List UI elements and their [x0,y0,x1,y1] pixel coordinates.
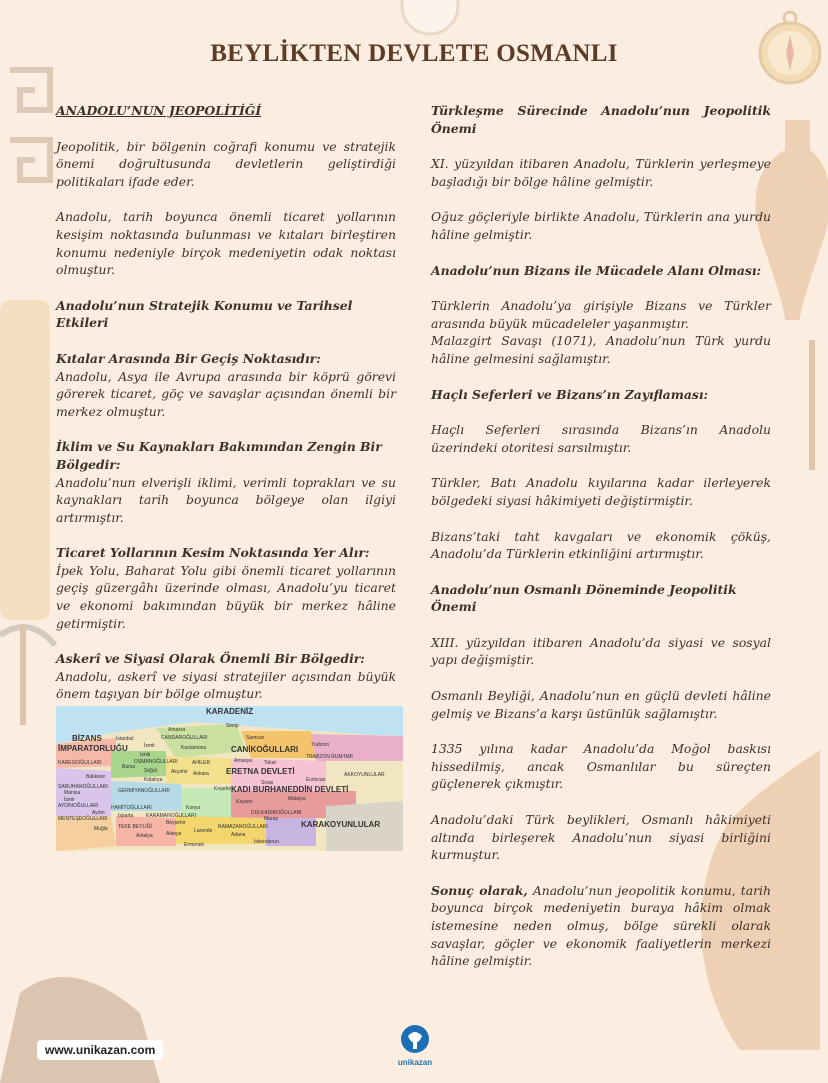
rock-decoration [0,960,160,1083]
map-label-canikogullari: CANİKOĞULLARI [231,745,299,754]
definition-paragraph: Jeopolitik, bir bölgenin coğrafi konumu ve stratejik önemi doğrultusunda devletlerin geliştirdiği politikaları ifade eder. [56,138,396,189]
map-label-akkoyunlular: AKKOYUNLULAR [344,772,385,778]
map-label-mugla: Muğla [94,826,108,832]
ottoman-period-heading: Anadolu’nun Osmanlı Döneminde Jeopolitik Önemi [431,581,737,615]
map-label-ankara: Ankara [193,771,209,777]
map-label-kastamonu: Kastamonu [181,745,207,751]
left-column [56,102,396,721]
map-label-kadi-burhaneddin: KADI BURHANEDDİN DEVLETİ [231,785,349,794]
map-label-sogut: Söğüt [144,768,158,774]
map-label-osmanogullari: OSMANOĞULLARI [134,759,178,765]
map-label-karamanogullari: KARAMANOĞULLARI [146,813,197,819]
map-label-izmit: İzmit [144,743,155,749]
intro-paragraph: Anadolu, tarih boyunca önemli ticaret yollarının kesişim noktasında bulunması ve kıtaları birleştiren konumu nedeniyle birçok medeniyetin odak noktası olmuştur. [56,209,396,278]
map-label-manisa: Manisa [64,790,81,796]
map-label-iskenderun: İskenderun [254,839,279,845]
map-label-kirsehir: Kırşehir [214,786,232,792]
right-paragraph-6: Türkler, Batı Anadolu kıyılarına kadar ilerleyerek bölgedeki siyasi hâkimiyeti değiştirmiştir. [431,475,771,508]
point-1-title: Kıtalar Arasında Bir Geçiş Noktasıdır: [56,350,321,366]
turkification-heading: Türkleşme Sürecinde Anadolu’nun Jeopolitik Önemi [431,103,771,136]
map-label-bizans: BİZANS [72,734,102,743]
map-label-aydinogullari: AYDINOĞULLARI [58,803,99,809]
stone-tablet-decoration [0,300,55,620]
right-paragraph-5: Haçlı Seferleri sırasında Bizans’ın Anadolu üzerindeki otoritesi sarsılmıştır. [431,422,771,455]
right-paragraph-7: Bizans’taki taht kavgaları ve ekonomik çöküş, Anadolu’da Türklerin etkinliğini artırmıştır. [431,528,771,562]
point-4-title: Askerî ve Siyasi Olarak Önemli Bir Bölgedir: [56,651,365,667]
map-svg [56,706,403,851]
right-paragraph-4: Malazgirt Savaşı (1071), Anadolu’nun Türk yurdu hâline gelmesini sağlamıştır. [431,333,771,366]
map-label-antalya: Antalya [136,833,153,839]
map-label-alanya: Alanya [166,831,182,837]
strategic-position-heading: Anadolu’nun Stratejik Konumu ve Tarihsel Etkileri [56,297,353,331]
right-paragraph-10: 1335 yılına kadar Anadolu’da Moğol baskısı hissedilmiş, ancak Osmanlılar bu süreçten güçlenerek çıkmıştır. [431,741,771,792]
brush-decoration [795,340,828,480]
map-label-kayseri: Kayseri [236,799,253,805]
map-label-konya: Konya [186,805,201,811]
map-label-bursa: Bursa [122,764,136,770]
conclusion-lead: Sonuç olarak, [431,882,528,898]
section-heading-geopolitics: ANADOLU’NUN JEOPOLİTİĞİ [56,103,262,118]
point-3-title: Ticaret Yollarının Kesim Noktasında Yer Alır: [56,545,370,561]
map-label-trabzon: Trabzon [311,742,330,748]
right-paragraph-1: XI. yüzyıldan itibaren Anadolu, Türklerin yerleşmeye başladığı bir bölge hâline gelmiştir. [431,156,771,189]
right-paragraph-8: XIII. yüzyıldan itibaren Anadolu’da siyasi ve sosyal yapı değişmiştir. [431,634,771,668]
map-label-karakoyunlular: KARAKOYUNLULAR [301,820,381,829]
crusades-heading: Haçlı Seferleri ve Bizans’ın Zayıflaması: [431,386,709,402]
point-4-text: Anadolu, askerî ve siyasi stratejiler açısından büyük önem taşıyan bir bölge olmuştur. [56,668,396,702]
pickaxe-decoration [0,615,60,725]
map-label-amasra: Amasra [168,727,186,733]
map-label-kutahya: Kütahya [144,777,163,783]
map-label-maras: Maraş [264,816,278,822]
map-label-tokat: Tokat [264,760,276,766]
map-label-amasya: Amasya [234,758,253,764]
map-label-menteseogullari: MENTEŞEOĞULLARI [58,816,108,822]
map-label-malatya: Malatya [288,796,306,802]
map-label-izmir: İzmir [64,797,75,803]
map-label-larende: Larende [194,828,213,834]
map-label-sinop: Sinop [226,723,239,729]
map-label-karesi: KARESİOĞULLARI [58,760,102,766]
brain-icon [400,1024,430,1054]
map-label-sivas: Sivas [261,780,274,786]
map-label-karadeniz: KARADENİZ [206,707,254,716]
map-label-eretna: ERETNA DEVLETİ [226,767,295,776]
map-label-ahiler: AHİLER [192,760,211,766]
map-label-teke: TEKE BEYLİĞİ [118,824,152,830]
right-paragraph-2: Oğuz göçleriyle birlikte Anadolu, Türklerin ana yurdu hâline gelmiştir. [431,209,771,242]
right-paragraph-9: Osmanlı Beyliği, Anadolu’nun en güçlü devleti hâline gelmiş ve Bizans’a karşı üstünlük sağlamıştır. [431,688,771,721]
map-label-ermenek: Ermenek [184,842,205,848]
map-label-trabzon-rum: TRABZON RUM İMP. [306,754,354,760]
map-label-adana: Adana [231,832,246,838]
conclusion-text: Anadolu’nun jeopolitik konumu, tarih boyunca birçok medeniyetin buraya hâkim olmak istemesine neden olmuş, bölge sürekli olarak savaşlar, göçler ve ekonomik faaliyetlerin merkezi hâline gelmiştir. [431,882,771,969]
point-1-text: Anadolu, Asya ile Avrupa arasında bir köprü görevi görerek ticaret, göç ve savaşlar açısından önemli bir merkez olmuştur. [56,368,396,419]
logo-text: unikazan [397,1058,433,1067]
right-paragraph-3: Türklerin Anadolu’ya girişiyle Bizans ve Türkler arasında büyük mücadeleler yaşanmıştır. [431,298,771,331]
map-label-istanbul: İstanbul [116,736,134,742]
greek-key-decoration [0,60,60,210]
map-label-imparatorlugu: İMPARATORLUĞU [58,744,128,753]
website-link[interactable]: www.unikazan.com [37,1040,163,1060]
byzantium-struggle-heading: Anadolu’nun Bizans ile Mücadele Alanı Olması: [431,262,762,278]
page-title: BEYLİKTEN DEVLETE OSMANLI [210,40,618,67]
anatolia-beyliks-map [56,706,403,851]
lens-decoration [395,0,465,36]
map-label-balikesir: Balıkesir [86,774,106,780]
map-label-candaroglu: CANDAROĞULLARI [161,735,208,741]
map-label-beysehir: Beyşehir [166,820,186,826]
point-2-title: İklim ve Su Kaynakları Bakımından Zengin Bir Bölgedir: [56,439,382,472]
point-2-text: Anadolu’nun elverişli iklimi, verimli toprakları ve su kaynakları tarih boyunca bölgeye olan ilgiyi artırmıştır. [56,474,396,525]
map-label-iznik: İznik [140,752,151,758]
right-paragraph-11: Anadolu’daki Türk beylikleri, Osmanlı hâkimiyeti altında birleşerek Anadolu’nun siyasi birliğini kurmuştur. [431,812,771,863]
map-label-hamitogullari: HAMİTOĞULLARI [111,805,152,811]
map-label-erzincan: Erzincan [306,777,326,783]
map-label-germiyan: GERMİYANOĞULLARI [118,788,170,794]
map-label-akcehir: Akçehir [171,769,188,775]
point-3-text: İpek Yolu, Baharat Yolu gibi önemli ticaret yollarının geçiş güzergâhı üzerinde olması, Anadolu’yu ticaret ve ekonomi bakımından büyük bir merkez hâline getirmiştir. [56,562,396,631]
map-label-dulkadirogullari: DULKADİROĞULLARI [251,810,302,816]
map-label-samsun: Samsun [246,735,265,741]
right-column [431,102,771,988]
map-label-aydin: Aydın [92,810,105,816]
map-label-isparta: Isparta [118,813,134,819]
conclusion-paragraph [431,882,771,970]
unikazan-logo [389,1024,441,1070]
map-label-ramazanogullari: RAMAZANOĞULLARI [218,824,268,830]
map-label-saruhan: SARUHANOĞULLARI [58,784,108,790]
